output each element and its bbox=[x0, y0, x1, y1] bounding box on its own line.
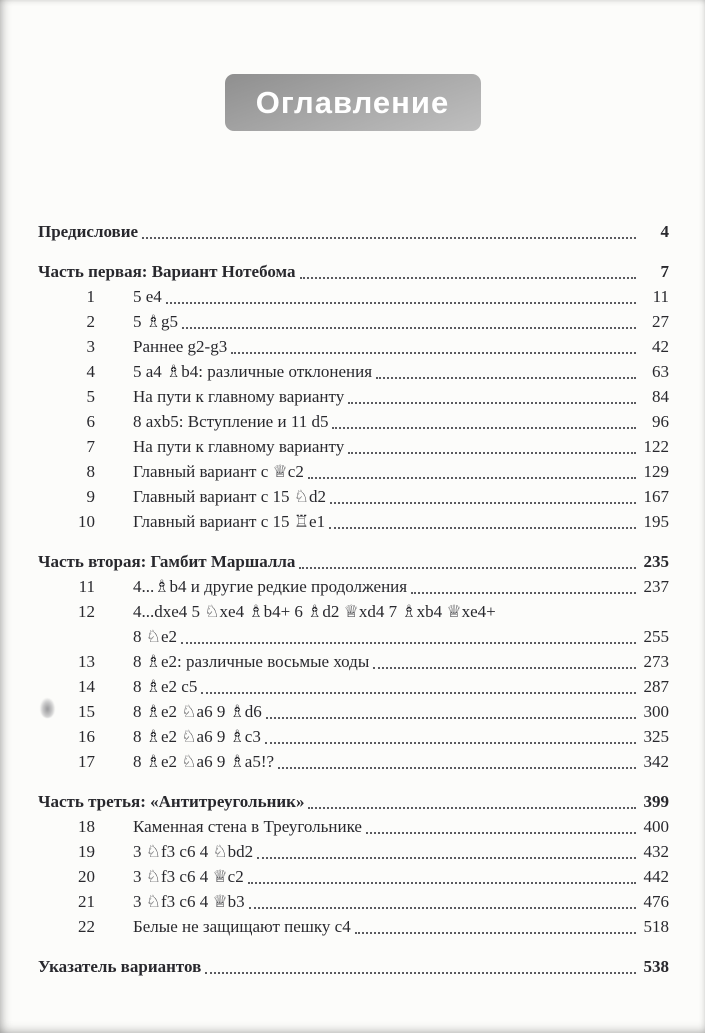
page-number: 538 bbox=[643, 957, 669, 976]
chapter-number: 10 bbox=[78, 512, 95, 531]
entry-title: 3 ♘f3 c6 4 ♕c2 bbox=[133, 867, 244, 886]
chapter-number: 15 bbox=[78, 702, 95, 721]
toc-row bbox=[38, 789, 669, 814]
dot-leader bbox=[411, 592, 636, 594]
chapter-number: 17 bbox=[78, 752, 95, 771]
chapter-number: 22 bbox=[78, 917, 95, 936]
page-number: 235 bbox=[643, 552, 669, 571]
ink-smudge bbox=[40, 698, 55, 718]
page-number: 518 bbox=[643, 917, 669, 936]
entry-title: Главный вариант с 15 ♖e1 bbox=[133, 512, 326, 531]
entry-title: 8 ♗e2 ♘a6 9 ♗c3 bbox=[133, 727, 261, 746]
page-number: 96 bbox=[652, 412, 669, 431]
toc-row bbox=[38, 409, 669, 434]
chapter-number: 21 bbox=[78, 892, 95, 911]
entry-title: Белые не защищают пешку c4 bbox=[133, 917, 351, 936]
dot-leader bbox=[257, 857, 636, 859]
entry-title: Часть третья: «Антитреугольник» bbox=[38, 792, 305, 811]
page-number: 442 bbox=[643, 867, 669, 886]
toc-row bbox=[38, 914, 669, 939]
dot-leader bbox=[376, 377, 636, 379]
page-number: 325 bbox=[643, 727, 669, 746]
page-number: 4 bbox=[660, 222, 669, 241]
page-number: 63 bbox=[652, 362, 669, 381]
toc-row bbox=[38, 574, 669, 599]
dot-leader bbox=[142, 237, 636, 239]
entry-title: 3 ♘f3 c6 4 ♕b3 bbox=[133, 892, 245, 911]
dot-leader bbox=[300, 277, 637, 279]
chapter-number: 16 bbox=[78, 727, 95, 746]
dot-leader bbox=[205, 972, 636, 974]
toc-row bbox=[38, 839, 669, 864]
toc-row bbox=[38, 724, 669, 749]
chapter-number: 8 bbox=[86, 462, 95, 481]
entry-title: 8 axb5: Вступление и 11 d5 bbox=[133, 412, 329, 431]
dot-leader bbox=[348, 402, 636, 404]
entry-title: Главный вариант с ♕c2 bbox=[133, 462, 304, 481]
toc-row bbox=[38, 459, 669, 484]
toc-banner bbox=[225, 74, 481, 131]
chapter-number: 18 bbox=[78, 817, 95, 836]
dot-leader bbox=[330, 502, 636, 504]
chapter-number: 9 bbox=[86, 487, 95, 506]
dot-leader bbox=[355, 932, 636, 934]
toc-row bbox=[38, 864, 669, 889]
toc-row bbox=[38, 599, 669, 624]
chapter-number: 1 bbox=[86, 287, 95, 306]
dot-leader bbox=[231, 352, 636, 354]
page-number: 432 bbox=[643, 842, 669, 861]
page-number: 400 bbox=[643, 817, 669, 836]
page-title: Оглавление bbox=[255, 84, 450, 120]
toc-row bbox=[38, 624, 669, 649]
dot-leader bbox=[265, 742, 636, 744]
chapter-number: 13 bbox=[78, 652, 95, 671]
chapter-number: 5 bbox=[86, 387, 95, 406]
toc-row bbox=[38, 954, 669, 979]
toc-row bbox=[38, 484, 669, 509]
toc-row bbox=[38, 284, 669, 309]
entry-title: 5 a4 ♗b4: различные отклонения bbox=[133, 362, 373, 381]
chapter-number: 14 bbox=[78, 677, 95, 696]
dot-leader bbox=[373, 667, 636, 669]
toc-row bbox=[38, 434, 669, 459]
dot-leader bbox=[248, 882, 636, 884]
dot-leader bbox=[278, 767, 636, 769]
toc-row bbox=[38, 334, 669, 359]
page-number: 287 bbox=[643, 677, 669, 696]
toc-list bbox=[0, 219, 705, 979]
toc-row bbox=[38, 359, 669, 384]
dot-leader bbox=[329, 527, 636, 529]
chapter-number: 2 bbox=[86, 312, 95, 331]
entry-title: Указатель вариантов bbox=[38, 957, 202, 976]
toc-row bbox=[38, 749, 669, 774]
entry-title: На пути к главному варианту bbox=[133, 387, 345, 406]
dot-leader bbox=[182, 327, 636, 329]
toc-row bbox=[38, 384, 669, 409]
chapter-number: 3 bbox=[86, 337, 95, 356]
entry-title: Каменная стена в Треугольнике bbox=[133, 817, 362, 836]
dot-leader bbox=[308, 807, 636, 809]
chapter-number: 20 bbox=[78, 867, 95, 886]
entry-title: 8 ♗e2 ♘a6 9 ♗a5!? bbox=[133, 752, 275, 771]
chapter-number: 7 bbox=[86, 437, 95, 456]
toc-row bbox=[38, 649, 669, 674]
toc-row bbox=[38, 309, 669, 334]
dot-leader bbox=[366, 832, 636, 834]
entry-title: Главный вариант с 15 ♘d2 bbox=[133, 487, 327, 506]
toc-row bbox=[38, 549, 669, 574]
page-number: 42 bbox=[652, 337, 669, 356]
page-number: 122 bbox=[643, 437, 669, 456]
toc-row bbox=[38, 219, 669, 244]
entry-title: 5 ♗g5 bbox=[133, 312, 178, 331]
entry-title: Часть первая: Вариант Нотебома bbox=[38, 262, 296, 281]
dot-leader bbox=[166, 302, 636, 304]
entry-title: 8 ♗e2 ♘a6 9 ♗d6 bbox=[133, 702, 262, 721]
chapter-number: 12 bbox=[78, 602, 95, 621]
page-number: 255 bbox=[643, 627, 669, 646]
dot-leader bbox=[181, 642, 636, 644]
dot-leader bbox=[332, 427, 636, 429]
page-number: 273 bbox=[643, 652, 669, 671]
entry-title: 4...dxe4 5 ♘xe4 ♗b4+ 6 ♗d2 ♕xd4 7 ♗xb4 ♕xe4+ bbox=[133, 602, 496, 621]
page-number: 7 bbox=[660, 262, 669, 281]
entry-title: Предисловие bbox=[38, 222, 139, 241]
page-number: 84 bbox=[652, 387, 669, 406]
toc-row bbox=[38, 814, 669, 839]
toc-row bbox=[38, 674, 669, 699]
toc-row bbox=[38, 889, 669, 914]
page-number: 399 bbox=[643, 792, 669, 811]
dot-leader bbox=[299, 567, 636, 569]
dot-leader bbox=[201, 692, 636, 694]
page-number: 129 bbox=[643, 462, 669, 481]
chapter-number: 6 bbox=[86, 412, 95, 431]
toc-row bbox=[38, 259, 669, 284]
entry-title: Раннее g2-g3 bbox=[133, 337, 228, 356]
entry-title: 8 ♗e2: различные восьмые ходы bbox=[133, 652, 370, 671]
entry-title: 4...♗b4 и другие редкие продолжения bbox=[133, 577, 408, 596]
dot-leader bbox=[249, 907, 636, 909]
entry-title: Часть вторая: Гамбит Маршалла bbox=[38, 552, 296, 571]
page-number: 237 bbox=[643, 577, 669, 596]
dot-leader bbox=[348, 452, 636, 454]
page-number: 167 bbox=[643, 487, 669, 506]
page-number: 476 bbox=[643, 892, 669, 911]
page-number: 300 bbox=[643, 702, 669, 721]
dot-leader bbox=[266, 717, 636, 719]
toc-row bbox=[38, 699, 669, 724]
entry-title: 8 ♗e2 c5 bbox=[133, 677, 198, 696]
dot-leader bbox=[308, 477, 636, 479]
page-number: 27 bbox=[652, 312, 669, 331]
chapter-number: 4 bbox=[86, 362, 95, 381]
page-number: 342 bbox=[643, 752, 669, 771]
entry-title: 3 ♘f3 c6 4 ♘bd2 bbox=[133, 842, 254, 861]
chapter-number: 11 bbox=[78, 577, 95, 596]
toc-row bbox=[38, 509, 669, 534]
entry-title: На пути к главному варианту bbox=[133, 437, 345, 456]
page-number: 11 bbox=[652, 287, 669, 306]
chapter-number: 19 bbox=[78, 842, 95, 861]
entry-title: 8 ♘e2 bbox=[133, 627, 178, 646]
entry-title: 5 e4 bbox=[133, 287, 162, 306]
page-number: 195 bbox=[643, 512, 669, 531]
